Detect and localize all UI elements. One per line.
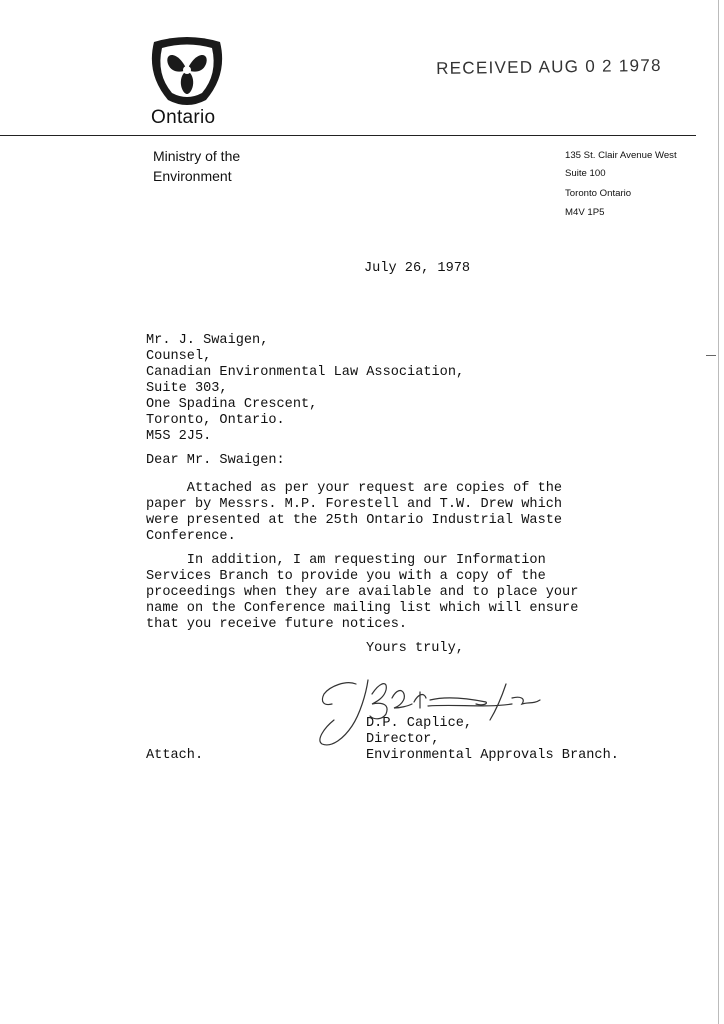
ontario-trillium-logo bbox=[146, 34, 228, 108]
recipient-line: Toronto, Ontario. bbox=[146, 413, 285, 428]
recipient-line: Counsel, bbox=[146, 349, 212, 364]
address-line: Toronto Ontario bbox=[565, 188, 632, 199]
signer-title: Director, bbox=[366, 732, 440, 747]
salutation: Dear Mr. Swaigen: bbox=[146, 453, 285, 468]
body-paragraph-2: In addition, I am requesting our Information Services Branch to provide you with a copy of the proceedings when they are available and to place your name on the Conference mailing list which will ensure that you receive future notices. bbox=[146, 553, 579, 632]
letterhead-divider bbox=[0, 135, 696, 136]
letter-date: July 26, 1978 bbox=[364, 261, 471, 276]
recipient-line: Suite 303, bbox=[146, 381, 228, 396]
province-name: Ontario bbox=[151, 107, 216, 128]
recipient-line: Mr. J. Swaigen, bbox=[146, 333, 269, 348]
closing: Yours truly, bbox=[366, 641, 464, 656]
recipient-line: One Spadina Crescent, bbox=[146, 397, 318, 412]
signer-branch: Environmental Approvals Branch. bbox=[366, 748, 619, 763]
body-paragraph-1: Attached as per your request are copies of the paper by Messrs. M.P. Forestell and T.W. Drew which were presented at the 25th Ontario Industrial Waste Conference. bbox=[146, 481, 563, 544]
address-line: 135 St. Clair Avenue West bbox=[565, 150, 677, 161]
signer-name: D.P. Caplice, bbox=[366, 716, 473, 731]
address-line: M4V 1P5 bbox=[565, 207, 605, 218]
scan-edge bbox=[718, 0, 719, 1024]
enclosure-note: Attach. bbox=[146, 748, 204, 763]
ministry-name-line2: Environment bbox=[153, 168, 232, 184]
recipient-line: Canadian Environmental Law Association, bbox=[146, 365, 465, 380]
recipient-line: M5S 2J5. bbox=[146, 429, 212, 444]
ministry-name-line1: Ministry of the bbox=[153, 148, 241, 164]
scan-mark bbox=[706, 355, 716, 356]
received-stamp: RECEIVED AUG 0 2 1978 bbox=[436, 55, 662, 78]
address-line: Suite 100 bbox=[565, 168, 606, 179]
